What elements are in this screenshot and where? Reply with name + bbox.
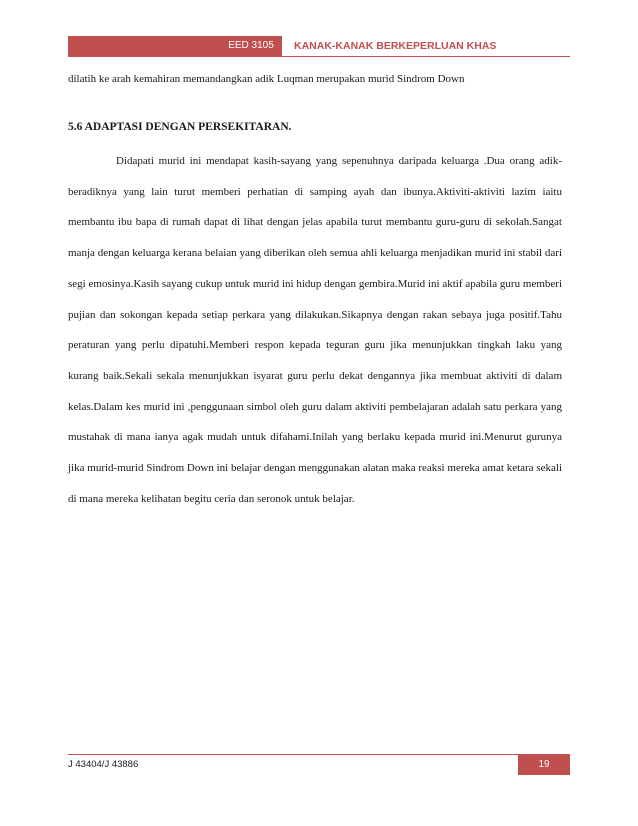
student-ids: J 43404/J 43886 <box>68 759 139 770</box>
continued-line: dilatih ke arah kemahiran memandangkan adik Luqman merupakan murid Sindrom Down <box>68 73 465 85</box>
header-rule <box>68 56 570 57</box>
page-number: 19 <box>518 755 570 775</box>
body-paragraph: Didapati murid ini mendapat kasih-sayang yang sepenuhnya daripada keluarga .Dua orang adik-beradiknya yang lain turut memberi perhatian di samping ayah dan ibunya.Aktiviti-aktiviti lazim iaitu membantu ibu bapa di rumah dapat di lihat dengan jelas apabila turut membantu guru-guru di sekolah.Sangat manja dengan keluarga kerana belaian yang diberikan oleh semua ahli keluarga menjadikan murid ini stabil dari segi emosinya.Kasih sayang cukup untuk murid ini hidup dengan gembira.Murid ini aktif apabila guru memberi pujian dan sokongan kepada setiap perkara yang dilakukan.Sikapnya dengan rakan sebaya juga positif.Tahu peraturan yang perlu dipatuhi.Memberi respon kepada teguran guru jika menunjukkan tingkah laku yang kurang baik.Sekali sekala menunjukkan isyarat guru perlu dekat dengannya jika membuat aktiviti di dalam kelas.Dalam kes murid ini ,penggunaan simbol oleh guru dalam aktiviti pembelajaran adalah satu perkara yang mustahak di mana ianya agak mudah untuk difahami.Inilah yang berlaku kepada murid ini.Menurut gurunya jika murid-murid Sindrom Down ini belajar dengan menggunakan alatan maka reaksi mereka amat ketara sekali di mana mereka kelihatan begitu ceria dan seronok untuk belajar. <box>68 155 562 505</box>
page-footer <box>68 754 570 776</box>
header-title: KANAK-KANAK BERKEPERLUAN KHAS <box>294 40 497 52</box>
header-accent-bar <box>68 36 220 56</box>
course-code: EED 3105 <box>220 36 282 56</box>
footer-rule <box>68 754 570 755</box>
page-header <box>68 36 570 58</box>
section-heading: 5.6 ADAPTASI DENGAN PERSEKITARAN. <box>68 121 292 133</box>
